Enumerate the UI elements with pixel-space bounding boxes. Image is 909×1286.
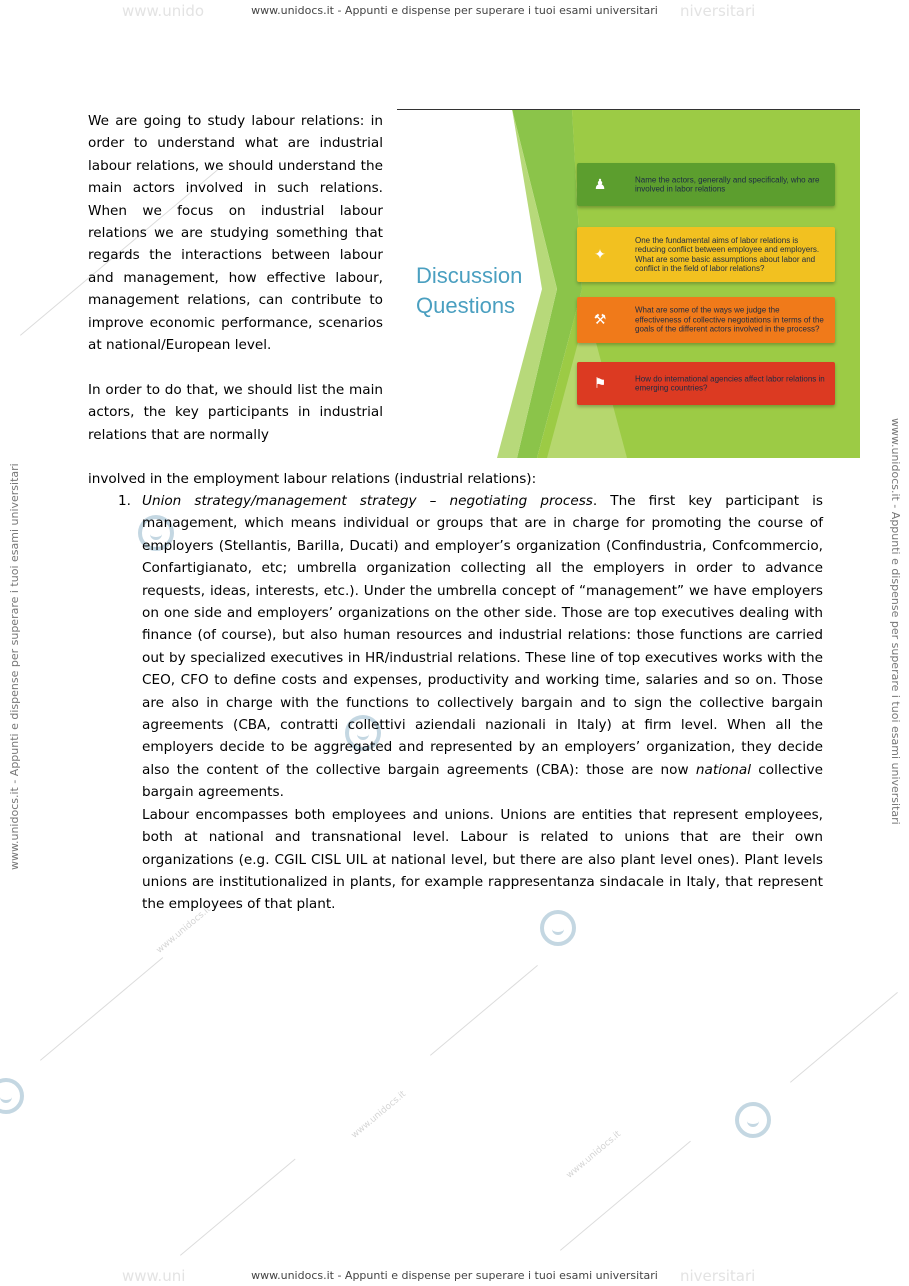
question-box-4 — [577, 362, 835, 405]
list-number: 1. — [118, 493, 131, 509]
list-item-paragraph-1 — [142, 490, 823, 804]
footer-text: www.unidocs.it - Appunti e dispense per superare i tuoi esami universitari — [251, 1269, 658, 1282]
page-footer — [0, 1267, 909, 1285]
footer-ghost-right: niversitari — [680, 1267, 756, 1285]
side-watermark-left: www.unidocs.it - Appunti e dispense per superare i tuoi esami universitari — [8, 463, 21, 870]
list-item-text-a: . The first key participant is management, which means individual or groups that are in charge for promoting the course of employers (Stellantis, Barilla, Ducati) and employer’s organization (Confindustria, Confcommercio, Confartigianato, etc; umbrella organization collecting all the employers in order to advance requests, ideas, interests, etc.). Under the umbrella concept of “management” we have employers on one side and employers’ organizations on the other side. Those are top executives dealing with finance (of course), but also human resources and industrial relations: those functions are carried out by specialized executives in HR/industrial relations. These line of top executives works with the CEO, CFO to define costs and expenses, productivity and working time, salaries and so on. Those are also in charge with the functions to collectively bargain and to sign the collective bargain agreements (CBA, contratti collettivi aziendali nazionali in Italy) at firm level. When all the employers decide to be aggregated and represented by an employers’ organization, they decide also the content of the collective bargain agreements (CBA): those are now — [142, 493, 823, 778]
list-item-italic-national: national — [695, 761, 751, 778]
watermark-line — [40, 957, 163, 1061]
discussion-questions-slide — [397, 109, 860, 458]
question-text-2: One the fundamental aims of labor relations is reducing conflict between employee and employers. What are some basic assumptions about labor and conflict in the field of labor relations? — [635, 235, 820, 274]
intro-paragraph-1: We are going to study labour relations: in order to understand what are industrial labour relations, we should understand the main actors involved in such relations. When we focus on industrial labour relations we are studying something that regards the interactions between labour and management, how effective labour, management relations, can contribute to improve economic performance, scenarios at national/European level. — [88, 113, 383, 354]
watermark-line — [560, 1141, 691, 1251]
watermark-text: www.unidocs.it — [564, 1129, 624, 1181]
list-item-text-b: collective bargain agreements. — [142, 761, 823, 801]
question-box-3 — [577, 297, 835, 343]
header-ghost-left: www.unido — [122, 2, 205, 20]
intro-paragraph-2: In order to do that, we should list the main actors, the key participants in industrial relations that are normally — [88, 381, 383, 443]
watermark-text: www.unidocs.it — [154, 904, 214, 956]
question-text-1: Name the actors, generally and specifically, who are involved in labor relations — [635, 174, 820, 194]
footer-ghost-left: www.uni — [122, 1267, 186, 1285]
watermark-text: www.unidocs.it — [349, 1089, 409, 1141]
question-box-1 — [577, 163, 835, 206]
watermark-line — [790, 992, 898, 1083]
watermark-line — [430, 965, 538, 1056]
list-item — [142, 490, 823, 916]
intro-paragraph-2-continued: involved in the employment labour relations (industrial relations): — [88, 471, 537, 487]
watermark-line — [180, 1159, 296, 1256]
slide-title — [416, 261, 522, 321]
question-text-4: How do international agencies affect labor relations in emerging countries? — [635, 373, 825, 393]
slide-title-line-1: Discussion — [416, 263, 523, 288]
intro-text — [88, 110, 383, 446]
slide-top-rule — [397, 109, 860, 110]
side-watermark-right: www.unidocs.it - Appunti e dispense per superare i tuoi esami universitari — [889, 418, 902, 825]
list-item-italic-lead: Union strategy/management strategy – negotiating process — [142, 493, 593, 509]
people-icon: ♟ — [593, 176, 607, 193]
watermark-logo-icon — [0, 1078, 24, 1114]
map-icon: ⚑ — [593, 375, 607, 392]
question-text-3: What are some of the ways we judge the effectiveness of collective negotiations in terms of the goals of the different actors involved in the process? — [635, 305, 824, 334]
list-item-paragraph-2: Labour encompasses both employees and unions. Unions are entities that represent employees, both at national and transnational level. Labour is related to unions that are their own organizations (e.g. CGIL CISL UIL at national level, but there are also plant level ones). Plant levels unions are institutionalized in plants, for example rappresentanza sindacale in Italy, that represent the employees of that plant. — [142, 806, 823, 913]
watermark-logo-icon — [735, 1102, 771, 1138]
gavel-icon: ⚒ — [593, 312, 607, 328]
page-header — [0, 2, 909, 20]
header-text: www.unidocs.it - Appunti e dispense per superare i tuoi esami universitari — [251, 4, 658, 17]
slide-title-line-2: Questions — [416, 293, 516, 318]
handshake-icon: ✦ — [594, 246, 606, 263]
header-ghost-right: niversitari — [680, 2, 756, 20]
question-box-2 — [577, 227, 835, 282]
